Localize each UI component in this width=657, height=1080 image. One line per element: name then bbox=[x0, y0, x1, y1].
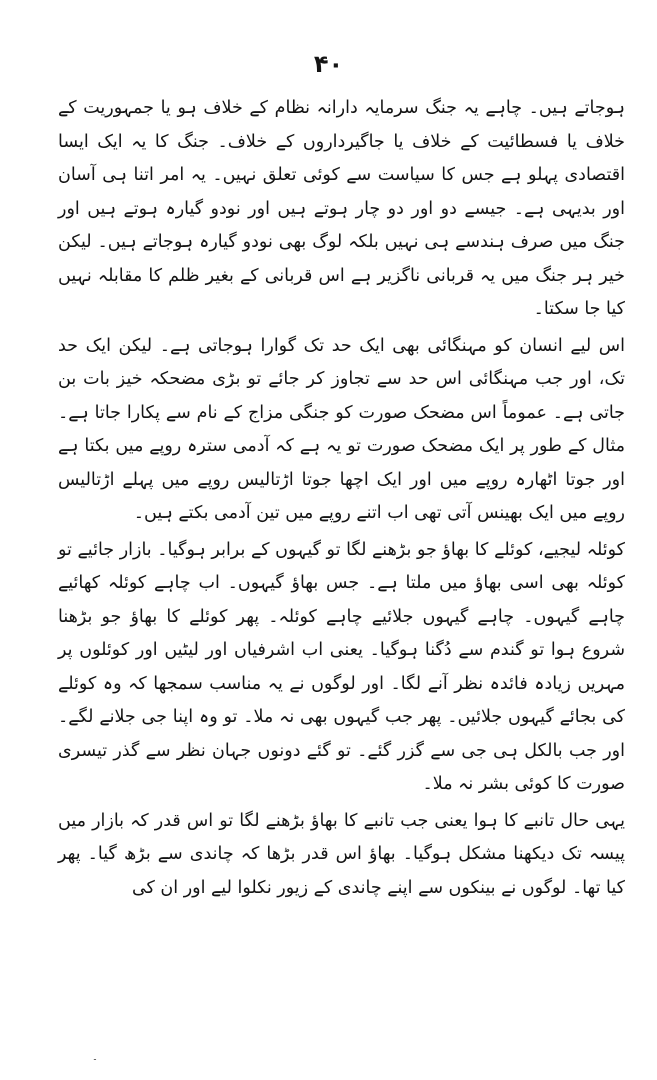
paragraph: اس لیے انسان کو مہنگائی بھی ایک حد تک گوارا ہوجاتی ہے۔ لیکن ایک حد تک، اور جب مہنگائی اس حد سے تجاوز کر جائے تو بڑی مضحکہ خیز بات بن جاتی ہے۔ عموماً اس مضحک صورت کو جنگی مزاج کے نام سے پکارا جاتا ہے۔ مثال کے طور پر ایک مضحک صورت تو یہ ہے کہ آدمی سترہ روپے میں بکتا ہے اور جوتا اٹھارہ روپے میں اور ایک اچھا جوتا اڑتالیس روپے میں پہلے اڑتالیس روپے میں ایک بھینس آتی تھی اب اتنے روپے میں تین آدمی بکتے ہیں۔ bbox=[58, 335, 625, 523]
page-number: ۴۰ bbox=[313, 50, 344, 78]
body-text bbox=[58, 92, 625, 905]
paragraph: یہی حال تانبے کا ہوا یعنی جب تانبے کا بھاؤ بڑھنے لگا تو اس قدر کہ بازار میں پیسہ تک دیکھنا مشکل ہوگیا۔ بھاؤ اس قدر بڑھا کہ چاندی سے بڑھ گیا۔ پھر کیا تھا۔ لوگوں نے بینکوں سے اپنے چاندی کے زیور نکلوا لیے اور ان کی bbox=[58, 810, 625, 898]
paragraph: ہوجاتے ہیں۔ چاہے یہ جنگ سرمایہ دارانہ نظام کے خلاف ہو یا جمہوریت کے خلاف یا فسطائیت کے خلاف یا جاگیرداروں کے خلاف۔ جنگ کا یہ ایک ایسا اقتصادی پہلو ہے جس کا سیاست سے کوئی تعلق نہیں۔ یہ امر اتنا ہی آسان اور بدیہی ہے۔ جیسے دو اور دو چار ہوتے ہیں اور نودو گیارہ ہوتے ہیں اور جنگ میں صرف ہندسے ہی نہیں بلکہ لوگ بھی نودو گیارہ ہوجاتے ہیں۔ لیکن خیر ہر جنگ میں یہ قربانی ناگزیر ہے اس قربانی کے بغیر ظلم کا مقابلہ نہیں کیا جا سکتا۔ bbox=[58, 98, 625, 319]
paragraph: کوئلہ لیجیے، کوئلے کا بھاؤ جو بڑھنے لگا تو گیہوں کے برابر ہوگیا۔ بازار جائیے تو کوئلہ بھی اسی بھاؤ میں ملتا ہے۔ جس بھاؤ گیہوں۔ اب چاہے کوئلہ کھائیے چاہے گیہوں۔ چاہے گیہوں جلائیے چاہے کوئلہ۔ پھر کوئلے کا بھاؤ جو بڑھنا شروع ہوا تو گندم سے دُگنا ہوگیا۔ یعنی اب اشرفیاں اور لیٹیں اور کوئلوں پر مہریں زیادہ فائدہ نظر آنے لگا۔ اور لوگوں نے یہ مناسب سمجھا کہ وہ کوئلے کی بجائے گیہوں جلائیں۔ پھر جب گیہوں بھی نہ ملا۔ تو وہ اپنا جی جلانے لگے۔ اور جب بالکل ہی جی سے گزر گئے۔ تو گئے دونوں جہان نظر سے گذر تیسری صورت کا کوئی بشر نہ ملا۔ bbox=[58, 539, 625, 794]
page-mark: ۔ bbox=[92, 1052, 98, 1063]
